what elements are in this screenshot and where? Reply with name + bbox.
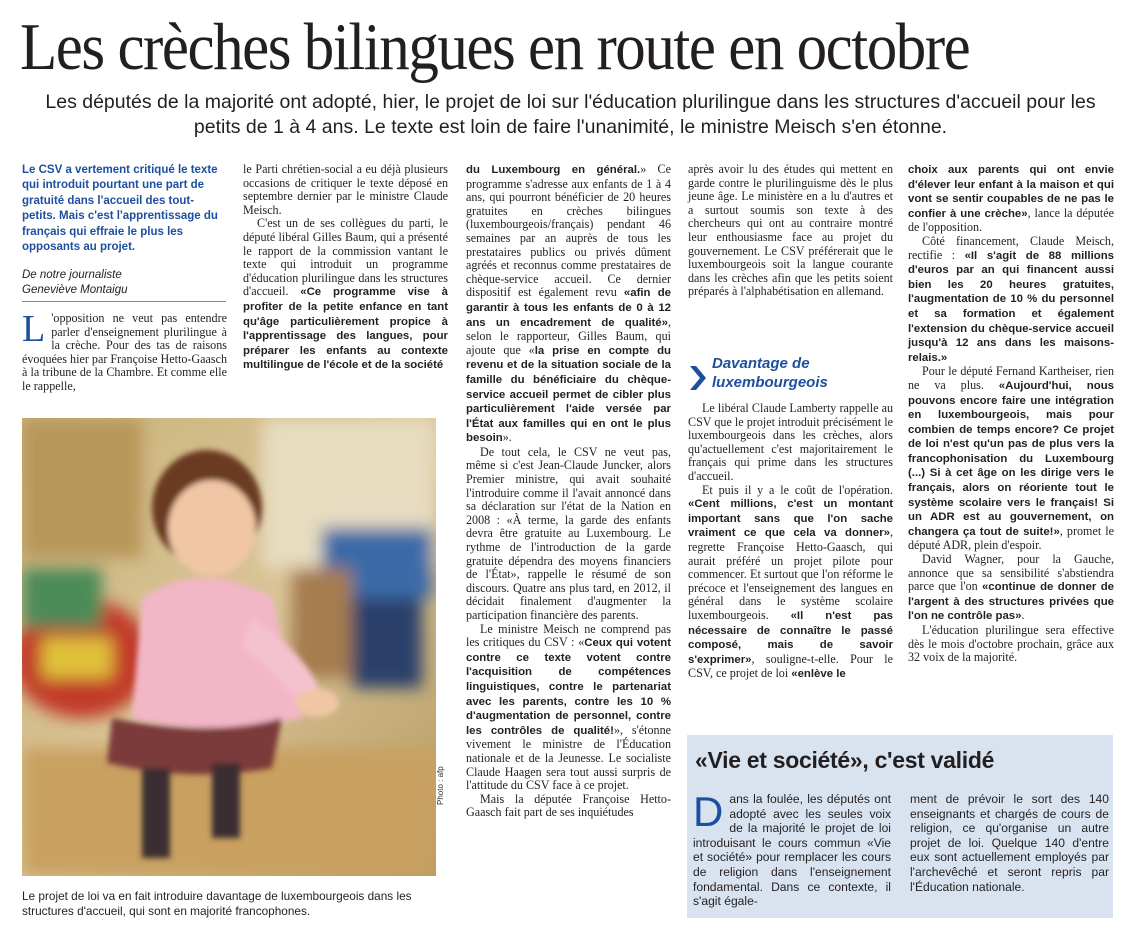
paragraph bbox=[688, 484, 893, 682]
article-column-5 bbox=[908, 163, 1114, 665]
quote: «Il s'agit de 88 millions d'euros par an qui financent aussi bien les 20 heures gratuites, l'augmentation de 10 % du personnel et sa formation et également l'extension du chèque-service accueil jusqu'à 12 ans dans les maisons-relais.» bbox=[908, 249, 1114, 364]
quote: Ceux qui votent contre ce texte votent contre l'acquisition de compétences linguistiques, contre le partenariat avec les parents, contre les 10 % d'augmentation de personnel, contre les contrôles de qualité! bbox=[466, 637, 672, 737]
paragraph bbox=[908, 235, 1114, 365]
quote: «Il n'est pas nécessaire de connaître le passé composé, mais de savoir s'exprimer» bbox=[688, 609, 893, 666]
paragraph-text: . bbox=[1021, 608, 1025, 623]
paragraph: le Parti chrétien-social a eu déjà plusieurs occasions de critiquer le texte déposé en septembre dernier par le ministre Claude Meisch. bbox=[243, 162, 448, 217]
child-photo-illustration bbox=[22, 418, 436, 876]
subhead bbox=[688, 354, 893, 394]
paragraph bbox=[908, 553, 1114, 624]
article-column-2 bbox=[243, 163, 448, 373]
quote: «Aujourd'hui, nous pouvons encore faire une intégration en luxembourgeois, mais pour combien de temps encore? Ce projet de loi n'est qu'un pas de plus vers la francophonisation du Luxembourg (...) Si à cet âge on les dirige vers le français, alors on réoriente tout le système scolaire vers le français! Si un ADR est au gouvernement, on changera ça tout de suite!» bbox=[908, 379, 1114, 538]
quote: choix aux parents qui ont envie d'élever leur enfant à la maison et qui vont se sentir coupables de ne pas le confier à une crèche» bbox=[908, 164, 1114, 220]
paragraph: Mais la députée Françoise Hetto-Gaasch fait part de ses inquiétudes bbox=[466, 791, 671, 820]
paragraph-text: Pour le député Fernand Kartheiser, rien ne va plus. bbox=[908, 364, 1114, 392]
paragraph bbox=[908, 365, 1114, 553]
paragraph: Le libéral Claude Lamberty rappelle au CSV que le projet introduit précisément le luxembourgeois dans les crèches, alors qu'actuellement c'est majoritairement le français qui prime dans les structures d'accueil. bbox=[688, 401, 893, 483]
paragraph-text: ». bbox=[502, 430, 512, 445]
paragraph bbox=[466, 163, 671, 446]
lead-text: Le CSV a vertement critiqué le texte qui introduit pourtant une part de gratuité dans l'accueil des tout-petits. Mais c'est l'apprentissage du français qui effraie le plus les opposants au projet. bbox=[22, 164, 218, 254]
quote: «enlève le bbox=[791, 668, 846, 681]
paragraph: De tout cela, le CSV ne veut pas, même si c'est Jean-Claude Juncker, alors Premier ministre, qui avait souhaité l'introduire comme il l'avait annoncé dans sa déclaration sur l'état de la Nation en 2008 : «À terme, la garde des enfants devra être gratuite au Luxembourg. Le rythme de l'introduction de la garde gratuite dépendra des moyens financiers de l'État», rappelle le résumé de son discours. Quatre ans plus tard, en 2012, il décidait finalement d'augmenter la participation financière des parents. bbox=[466, 444, 671, 622]
dropcap: D bbox=[693, 788, 724, 835]
paragraph-text: David Wagner, pour la Gauche, annonce que sa sensibilité s'abstiendra parce que l'on bbox=[908, 552, 1114, 594]
paragraph bbox=[22, 308, 227, 394]
sidebar-box-column-2: ment de prévoir le sort des 140 enseignants et chargés de cours de religion, ce qu'organise un autre projet de loi. Quelque 140 d'entre eux sont actuellement employés par l'archevêché et seront repris par l'Éducation nationale. bbox=[910, 792, 1109, 894]
quote: «Ce programme vise à profiter de la petite enfance en tant qu'âge particulièrement propice à l'apprentissage des langues, pour préparer les enfants au contexte multilingue de l'école et de la société bbox=[243, 286, 448, 372]
article-column-4-continued bbox=[688, 402, 893, 682]
subhead-text: Davantage de luxembourgeois bbox=[712, 355, 828, 391]
photo-caption: Le projet de loi va en fait introduire davantage de luxembourgeois dans les structures d'accueil, qui sont en majorité francophones. bbox=[22, 889, 412, 918]
photo bbox=[22, 418, 436, 876]
paragraph-text: , regrette Françoise Hetto-Gaasch, qui aurait préféré un projet pilote pour commencer. Et surtout que l'on réforme le précoce et l'enseignement des langues en général dans le système scolaire luxembourgeois. bbox=[688, 525, 893, 622]
article-column-4 bbox=[688, 163, 893, 299]
deck: Les députés de la majorité ont adopté, hier, le projet de loi sur l'éducation plurilingue dans les structures d'accueil pour les petits de 1 à 4 ans. Le texte est loin de faire l'unanimité, le ministre Meisch s'en étonne. bbox=[45, 91, 1096, 138]
article-column-3 bbox=[466, 163, 671, 820]
article-column-1 bbox=[22, 308, 227, 394]
quote: «continue de donner de l'argent à des structures privées que l'on ne contrôle pas» bbox=[908, 581, 1114, 623]
sidebar-box-title: «Vie et société», c'est validé bbox=[695, 747, 995, 773]
paragraph-text: , lance la députée de l'opposition. bbox=[908, 205, 1114, 235]
quote: la prise en compte du revenu et de la situation sociale de la famille du bénéficiaire du chèque-service accueil permet de cibler plus particulièrement l'aide versée par l'État aux familles qui en ont le plus besoin bbox=[466, 344, 671, 445]
paragraph-text: C'est un de ses collègues du parti, le député libéral Gilles Baum, qui a présenté le rapport de la commission vantant le texte qui introduit un programme d'éducation plurilingue dans les structures d'accueil. bbox=[243, 216, 448, 299]
quote: «Cent millions, c'est un montant important sans que l'on sache vraiment ce que cela va donner» bbox=[688, 498, 893, 540]
paragraph-text: ans la foulée, les députés ont adopté avec les seules voix de la majorité le projet de loi introduisant le cours commun «Vie et société» pour remplacer les cours de religion dans l'enseignement fondamental. Dans ce contexte, il s'agit égale- bbox=[693, 792, 891, 909]
paragraph-text: Et puis il y a le coût de l'opération. bbox=[702, 482, 893, 497]
paragraph-text: 'opposition ne veut pas entendre parler d'enseignement plurilingue à la crèche. Pour des tas de raisons évoquées hier par Françoise Hetto-Gaasch à la tribune de la Chambre. Et comme elle le rappelle, bbox=[22, 311, 227, 393]
paragraph-text: », s'étonne vivement le ministre de l'Éducation nationale et de la Jeunesse. Le socialiste Claude Haagen sera tout aussi surpris de l'attitude du CSV face à ce projet. bbox=[466, 722, 671, 793]
photo-credit: Photo : afp bbox=[436, 766, 445, 805]
chevron-right-icon bbox=[688, 364, 708, 392]
quote: du Luxembourg en général. bbox=[466, 164, 641, 176]
paragraph: après avoir lu des études qui mettent en garde contre le plurilinguisme dès le plus jeune âge. Le ministère en a lu d'autres et a surtout soumis son texte à des chercheurs qui ont au contraire montré leur enthousiasme face au projet du gouvernement. Le CSV préférerait que le luxembourgeois soit la langue courante dans les crèches afin que les petits soient préparés à l'alphabétisation en allemand. bbox=[688, 162, 893, 299]
paragraph-text: , selon le rapporteur, Gilles Baum, qui ajoute que « bbox=[466, 314, 671, 357]
paragraph bbox=[908, 163, 1114, 235]
headline: Les crèches bilingues en route en octobre bbox=[20, 10, 970, 84]
paragraph-text: Le ministre Meisch ne comprend pas les critiques du CSV : « bbox=[466, 621, 671, 650]
paragraph: L'éducation plurilingue sera effective dès le mois d'octobre prochain, grâce aux 32 voix de la majorité. bbox=[908, 623, 1114, 665]
paragraph bbox=[466, 623, 671, 793]
byline-author: Geneviève Montaigu bbox=[22, 283, 128, 296]
byline-line1: De notre journaliste bbox=[22, 269, 122, 281]
paragraph-text: » Ce programme s'adresse aux enfants de 1 à 4 ans, qui pourront bénéficier de 20 heures gratuites en crèches bilingues (luxembourgeois/français) pendant 46 semaines par an auprès de tous les prestataires publics ou privés dûment agréés et reconnus comme prestataires de chèque-service accueil. Ce dernier dispositif est également revu bbox=[466, 162, 671, 300]
paragraph bbox=[243, 217, 448, 373]
paragraph-text: , souligne-t-elle. Pour le CSV, ce projet de loi bbox=[688, 651, 893, 681]
sidebar-box-column-1 bbox=[693, 788, 891, 909]
dropcap: L bbox=[22, 308, 46, 350]
byline bbox=[22, 268, 226, 302]
paragraph-text: , promet le député ADR, plein d'espoir. bbox=[908, 523, 1115, 553]
quote: «afin de garantir à tous les enfants de 0 à 12 ans un encadrement de qualité» bbox=[466, 287, 671, 329]
paragraph-text: Côté financement, Claude Meisch, rectifie : bbox=[908, 233, 1114, 262]
